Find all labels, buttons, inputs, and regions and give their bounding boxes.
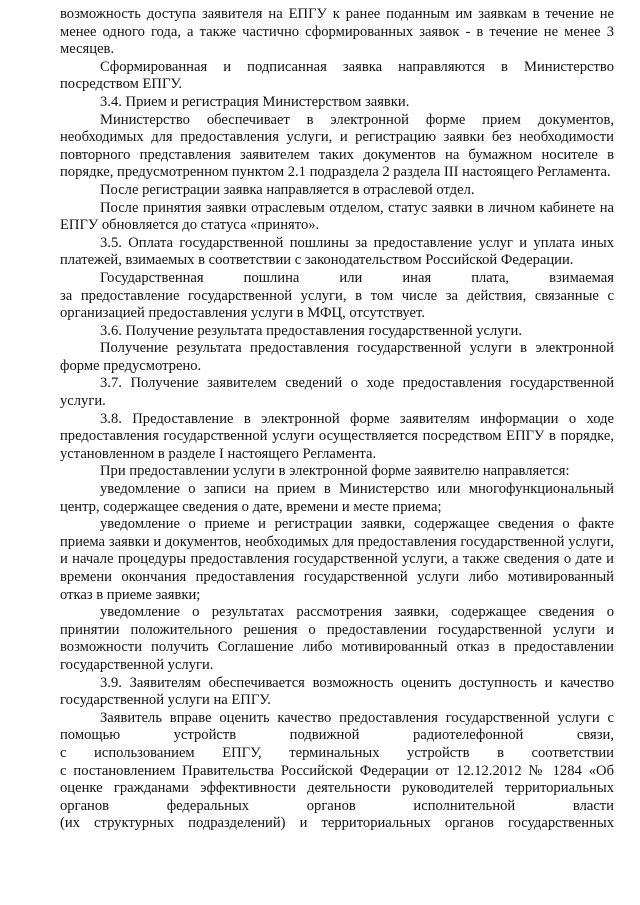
paragraph: Получение результата предоставления государственной услуги в электронной форме предусмотрено. bbox=[60, 340, 614, 374]
paragraph-continuation: (их структурных подразделений) и территориальных органов государственных bbox=[60, 815, 614, 832]
paragraph-continuation: с постановлением Правительства Российской Федерации от 12.12.2012 № 1284 «Об оценке гражданами эффективности деятельности руководителей территориальных органов федеральных органов исполнительной власти bbox=[60, 762, 614, 814]
paragraph: Министерство обеспечивает в электронной форме прием документов, необходимых для предоставления услуги, и регистрацию заявки без необходимости повторного представления заявителем таких документов на бумажном носителе в порядке, предусмотренном пунктом 2.1 подраздела 2 раздела III настоящего Регламента. bbox=[60, 111, 614, 181]
paragraph: После принятия заявки отраслевым отделом, статус заявки в личном кабинете на ЕПГУ обновляется до статуса «принято». bbox=[60, 199, 614, 234]
paragraph-continuation: за предоставление государственной услуги, в том числе за действия, связанные с организацией предоставления услуги в МФЦ, отсутствует. bbox=[60, 287, 614, 322]
paragraph: После регистрации заявка направляется в отраслевой отдел. bbox=[100, 181, 475, 198]
paragraph-continuation: с использованием ЕПГУ, терминальных устройств в соответствии bbox=[60, 744, 614, 761]
paragraph: 3.9. Заявителям обеспечивается возможность оценить доступность и качество государственной услуги на ЕПГУ. bbox=[60, 674, 614, 709]
paragraph: 3.7. Получение заявителем сведений о ходе предоставления государственной услуги. bbox=[60, 375, 614, 410]
paragraph: уведомление о записи на прием в Министерство или многофункциональный центр, содержащее сведения о дате, времени и месте приема; bbox=[60, 481, 614, 515]
document-body bbox=[60, 6, 614, 833]
paragraph: 3.4. Прием и регистрация Министерством заявки. bbox=[100, 93, 410, 110]
paragraph: Сформированная и подписанная заявка направляются в Министерство посредством ЕПГУ. bbox=[60, 58, 614, 93]
paragraph: 3.6. Получение результата предоставления государственной услуги. bbox=[100, 322, 522, 339]
paragraph: уведомление о приеме и регистрации заявки, содержащее сведения о факте приема заявки и документов, необходимых для предоставления государственной услуги, и начале процедуры предоставления государственной услуги, а также сведения о дате и времени окончания предоставления государственной услуги либо мотивированный отказ в приеме заявки; bbox=[60, 516, 614, 603]
paragraph: Заявитель вправе оценить качество предоставления государственной услуги с помощью устройств подвижной радиотелефонной связи, bbox=[60, 709, 614, 744]
paragraph: 3.5. Оплата государственной пошлины за предоставление услуг и уплата иных платежей, взимаемых в соответствии с законодательством Российской Федерации. bbox=[60, 234, 614, 269]
paragraph: При предоставлении услуги в электронной форме заявителю направляется: bbox=[100, 463, 570, 480]
paragraph: 3.8. Предоставление в электронной форме заявителям информации о ходе предоставления государственной услуги осуществляется посредством ЕПГУ в порядке, установленном в разделе I настоящего Регламента. bbox=[60, 410, 614, 462]
paragraph: Государственная пошлина или иная плата, взимаемая bbox=[100, 269, 614, 286]
paragraph-continuation: возможность доступа заявителя на ЕПГУ к ранее поданным им заявкам в течение не менее одного года, а также частично сформированных заявок - в течение не менее 3 месяцев. bbox=[60, 6, 614, 58]
paragraph: уведомление о результатах рассмотрения заявки, содержащее сведения о принятии положительного решения о предоставлении государственной услуги и возможности получить Соглашение либо мотивированный отказ в предоставлении государственной услуги. bbox=[60, 604, 614, 673]
